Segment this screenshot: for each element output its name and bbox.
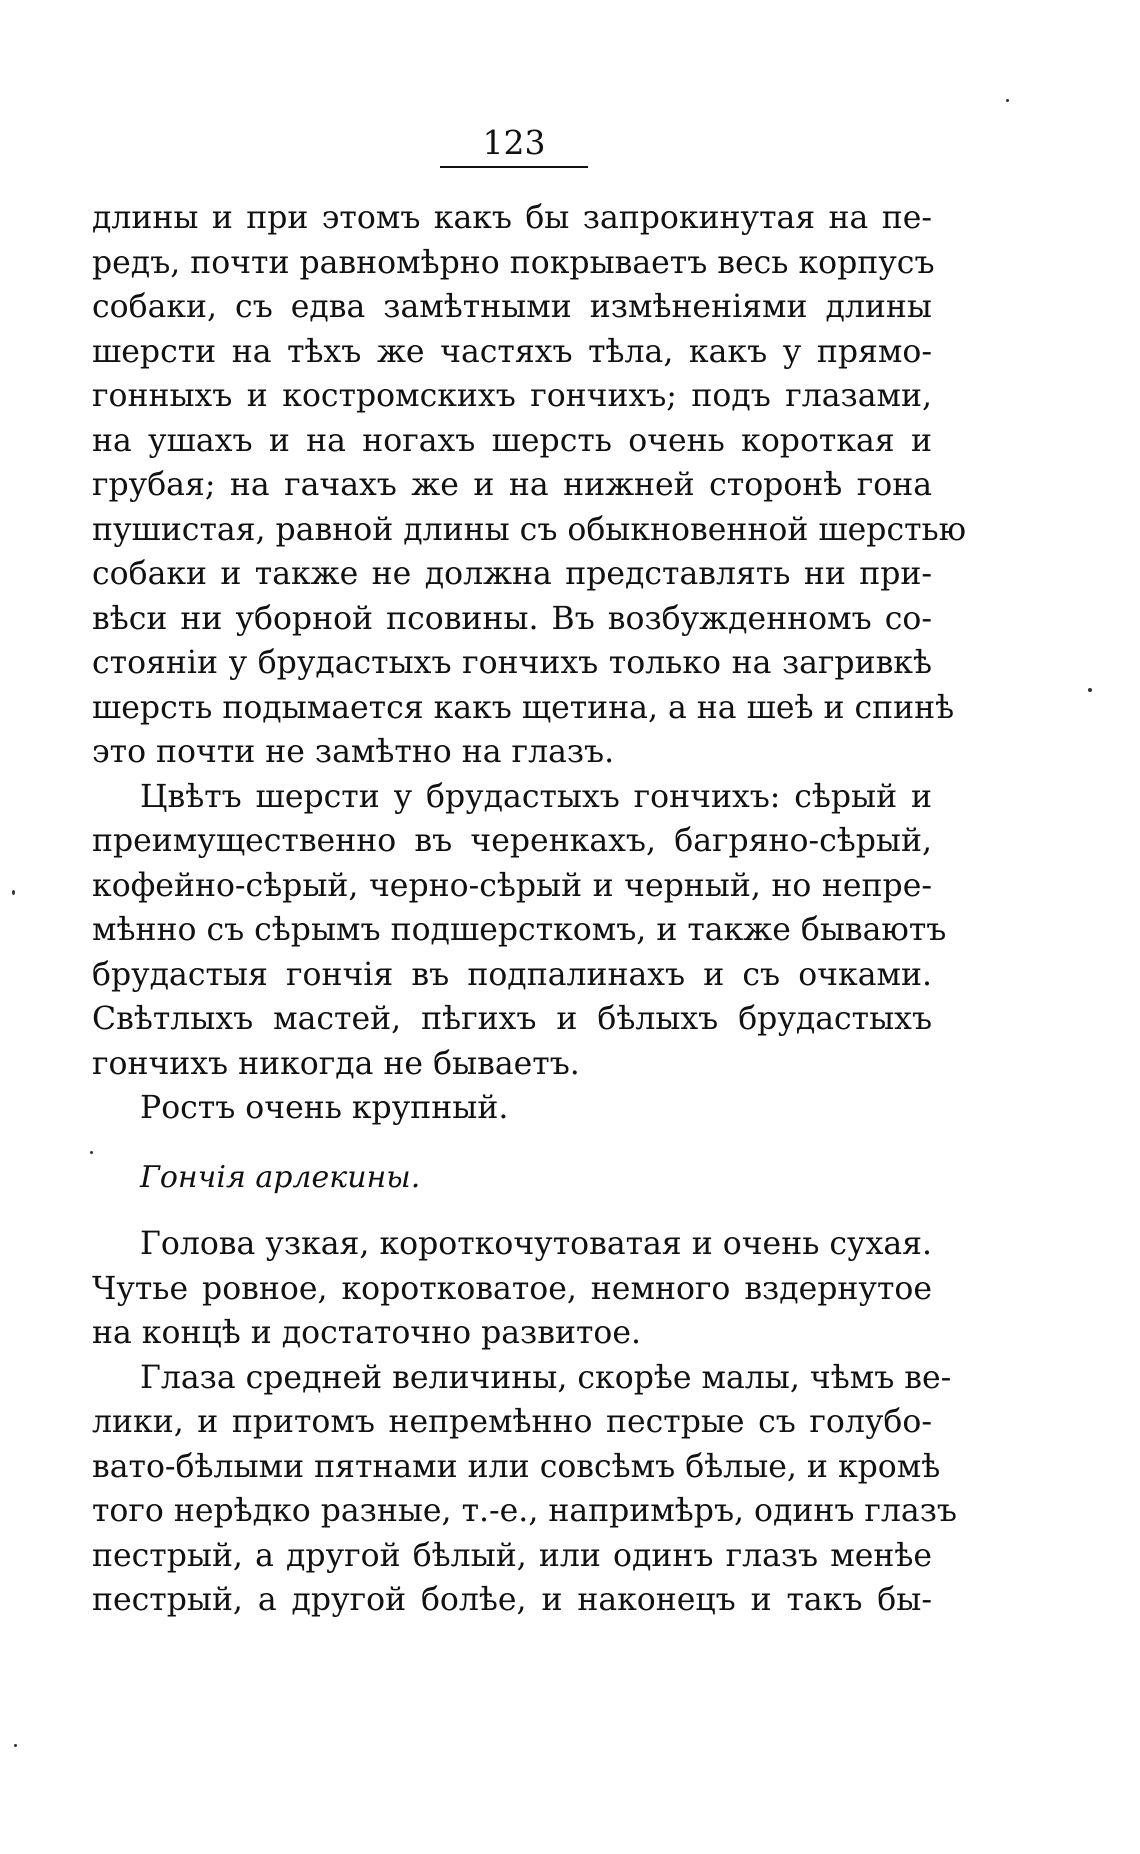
text-line: брудастыя гончія въ подпалинахъ и съ очками. <box>92 956 932 993</box>
page-number: 123 <box>440 124 588 168</box>
text-line: вато-бѣлыми пятнами или совсѣмъ бѣлые, и кромѣ <box>92 1448 941 1485</box>
text-line: шерсти на тѣхъ же частяхъ тѣла, какъ у прямо- <box>92 333 932 370</box>
text-line: Цвѣтъ шерсти у брудастыхъ гончихъ: сѣрый и <box>140 778 932 815</box>
text-line: гонныхъ и костромскихъ гончихъ; подъ глазами, <box>92 378 932 414</box>
text-line: Глаза средней величины, скорѣе малы, чѣмъ ве- <box>140 1359 952 1396</box>
text-line: на ушахъ и на ногахъ шерсть очень короткая и <box>92 422 932 459</box>
text-line: грубая; на гачахъ же и на нижней сторонѣ гона <box>92 467 932 503</box>
text-line: Голова узкая, короткочутоватая и очень сухая. <box>140 1226 932 1262</box>
text-line: длины и при этомъ какъ бы запрокинутая на пе- <box>92 200 932 236</box>
text-line: стояніи у брудастыхъ гончихъ только на загривкѣ <box>92 645 932 681</box>
text-line: это почти не замѣтно на глазъ. <box>92 734 615 770</box>
scan-speck <box>1006 99 1009 102</box>
text-line: шерсть подымается какъ щетина, а на шеѣ и спинѣ <box>92 689 955 726</box>
text-line: собаки и также не должна представлять ни при- <box>92 556 932 592</box>
scan-speck <box>1088 688 1092 692</box>
paragraph-2 <box>92 775 947 1087</box>
text-line: гончихъ никогда не бываетъ. <box>92 1045 580 1082</box>
text-line: на концѣ и достаточно развитое. <box>92 1315 642 1351</box>
text-line: лики, и притомъ непремѣнно пестрые съ голубо- <box>92 1404 932 1440</box>
text-line: кофейно-сѣрый, черно-сѣрый и черный, но непре- <box>92 867 932 904</box>
text-line: пестрый, а другой болѣе, и наконецъ и такъ бы- <box>92 1582 932 1618</box>
text-line: собаки, съ едва замѣтными измѣненіями длины <box>92 289 932 325</box>
paragraph-4 <box>92 1222 932 1356</box>
scan-speck <box>12 890 15 895</box>
text-line: Ростъ очень крупный. <box>140 1090 509 1126</box>
text-line: вѣси ни уборной псовины. Въ возбужденномъ со- <box>92 600 932 637</box>
paragraph-5 <box>92 1356 957 1623</box>
section-heading: Гончія арлекины. <box>140 1159 421 1195</box>
text-line: пушистая, равной длины съ обыкновенной шерстью <box>92 511 967 548</box>
paragraph-1 <box>92 196 967 775</box>
scan-speck <box>90 1151 93 1154</box>
text-line: Свѣтлыхъ мастей, пѣгихъ и бѣлыхъ брудастыхъ <box>92 1001 932 1037</box>
text-line: мѣнно съ сѣрымъ подшерсткомъ, и также бываютъ <box>92 912 947 948</box>
text-line: того нерѣдко разные, т.-е., напримѣръ, одинъ глазъ <box>92 1493 957 1529</box>
scan-speck <box>14 1744 17 1747</box>
text-line: пестрый, а другой бѣлый, или одинъ глазъ менѣе <box>92 1537 932 1574</box>
paragraph-3 <box>92 1086 932 1131</box>
text-line: Чутье ровное, коротковатое, немного вздернутое <box>92 1270 932 1307</box>
text-line: редъ, почти равномѣрно покрываетъ весь корпусъ <box>92 244 935 281</box>
text-line: преимущественно въ черенкахъ, багряно-сѣрый, <box>92 823 932 859</box>
page-text <box>92 196 967 1623</box>
